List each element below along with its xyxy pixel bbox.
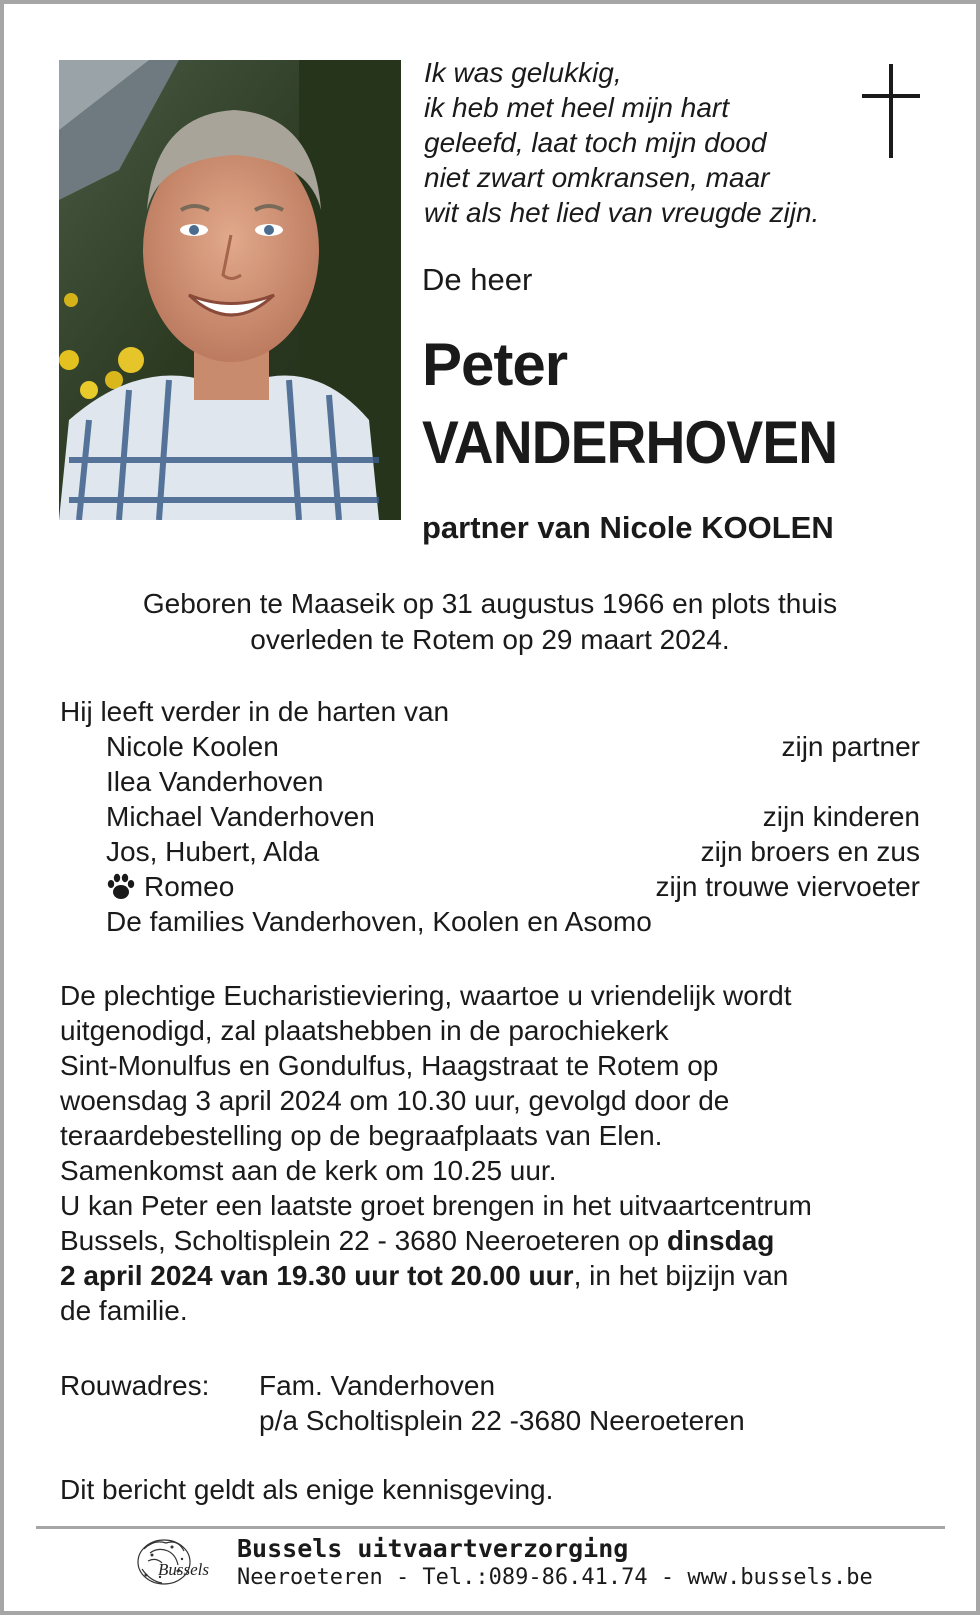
paw-icon <box>106 873 136 901</box>
visitation-day: dinsdag <box>667 1225 775 1256</box>
ceremony-line: de familie. <box>60 1295 188 1326</box>
cross-icon <box>862 64 920 158</box>
first-name: Peter <box>422 331 568 398</box>
survivor-relation: zijn trouwe viervoeter <box>655 871 920 902</box>
survivor-relation: zijn kinderen <box>762 801 920 832</box>
visitation-time: 2 april 2024 van 19.30 uur tot 20.00 uur <box>60 1260 574 1291</box>
ceremony-line: teraardebestelling op de begraafplaats van Elen. <box>60 1120 663 1151</box>
last-name: VANDERHOVEN <box>422 409 838 476</box>
ceremony-line: uitgenodigd, zal plaatshebben in de parochiekerk <box>60 1015 669 1046</box>
ceremony-line <box>60 1258 920 1293</box>
portrait-photo <box>59 60 401 520</box>
survivor-name-with-icon <box>106 869 234 904</box>
list-item <box>60 904 920 939</box>
address-line: Fam. Vanderhoven <box>259 1370 496 1401</box>
survivor-name: Michael Vanderhoven <box>106 801 375 832</box>
ceremony-text: , in het bijzijn van <box>573 1260 789 1291</box>
divider <box>36 1526 945 1529</box>
list-item <box>60 764 920 799</box>
poem-line: niet zwart omkransen, maar <box>424 162 770 193</box>
ceremony-line: Sint-Monulfus en Gondulfus, Haagstraat te Rotem op <box>60 1050 719 1081</box>
bussels-logo <box>132 1535 224 1593</box>
rouwadres-address <box>259 1368 745 1438</box>
poem-line: wit als het lied van vreugde zijn. <box>424 197 820 228</box>
ceremony-details <box>60 978 920 1328</box>
poem-line: ik heb met heel mijn hart <box>424 92 730 123</box>
survivor-relation: zijn broers en zus <box>700 836 920 867</box>
list-item <box>60 869 920 904</box>
birth-death-text <box>60 586 920 658</box>
survivors-list <box>60 694 920 939</box>
honorific: De heer <box>422 262 533 297</box>
death-line: overleden te Rotem op 29 maart 2024. <box>250 624 730 655</box>
list-item <box>60 799 920 834</box>
company-contact: Neeroeteren - Tel.:089-86.41.74 - www.bussels.be <box>237 1565 873 1590</box>
poem-line: geleefd, laat toch mijn dood <box>424 127 767 158</box>
svg-text:Bussels: Bussels <box>158 1560 209 1579</box>
survivors-intro: Hij leeft verder in de harten van <box>60 696 450 727</box>
ceremony-text: Bussels, Scholtisplein 22 - 3680 Neeroeteren op <box>60 1225 668 1256</box>
survivor-name: Romeo <box>144 871 235 902</box>
company-name: Bussels uitvaartverzorging <box>237 1534 629 1563</box>
survivor-name: De families Vanderhoven, Koolen en Asomo <box>106 906 652 937</box>
ceremony-line: woensdag 3 april 2024 om 10.30 uur, gevolgd door de <box>60 1085 730 1116</box>
survivor-name: Jos, Hubert, Alda <box>106 836 320 867</box>
survivor-name: Ilea Vanderhoven <box>106 766 324 797</box>
notice-text: Dit bericht geldt als enige kennisgeving. <box>60 1474 554 1505</box>
poem <box>424 55 884 230</box>
ceremony-line: Samenkomst aan de kerk om 10.25 uur. <box>60 1155 557 1186</box>
partner-line: partner van Nicole KOOLEN <box>422 510 834 545</box>
ceremony-line: De plechtige Eucharistieviering, waartoe u vriendelijk wordt <box>60 980 792 1011</box>
address-line: p/a Scholtisplein 22 -3680 Neeroeteren <box>259 1405 745 1436</box>
survivor-relation: zijn partner <box>781 731 920 762</box>
ceremony-line: U kan Peter een laatste groet brengen in het uitvaartcentrum <box>60 1190 812 1221</box>
birth-line: Geboren te Maaseik op 31 augustus 1966 en plots thuis <box>142 588 838 619</box>
ceremony-line <box>60 1223 920 1258</box>
poem-line: Ik was gelukkig, <box>424 57 622 88</box>
survivor-name: Nicole Koolen <box>106 731 279 762</box>
list-item <box>60 729 920 764</box>
list-item <box>60 834 920 869</box>
rouwadres-label: Rouwadres: <box>60 1370 210 1401</box>
